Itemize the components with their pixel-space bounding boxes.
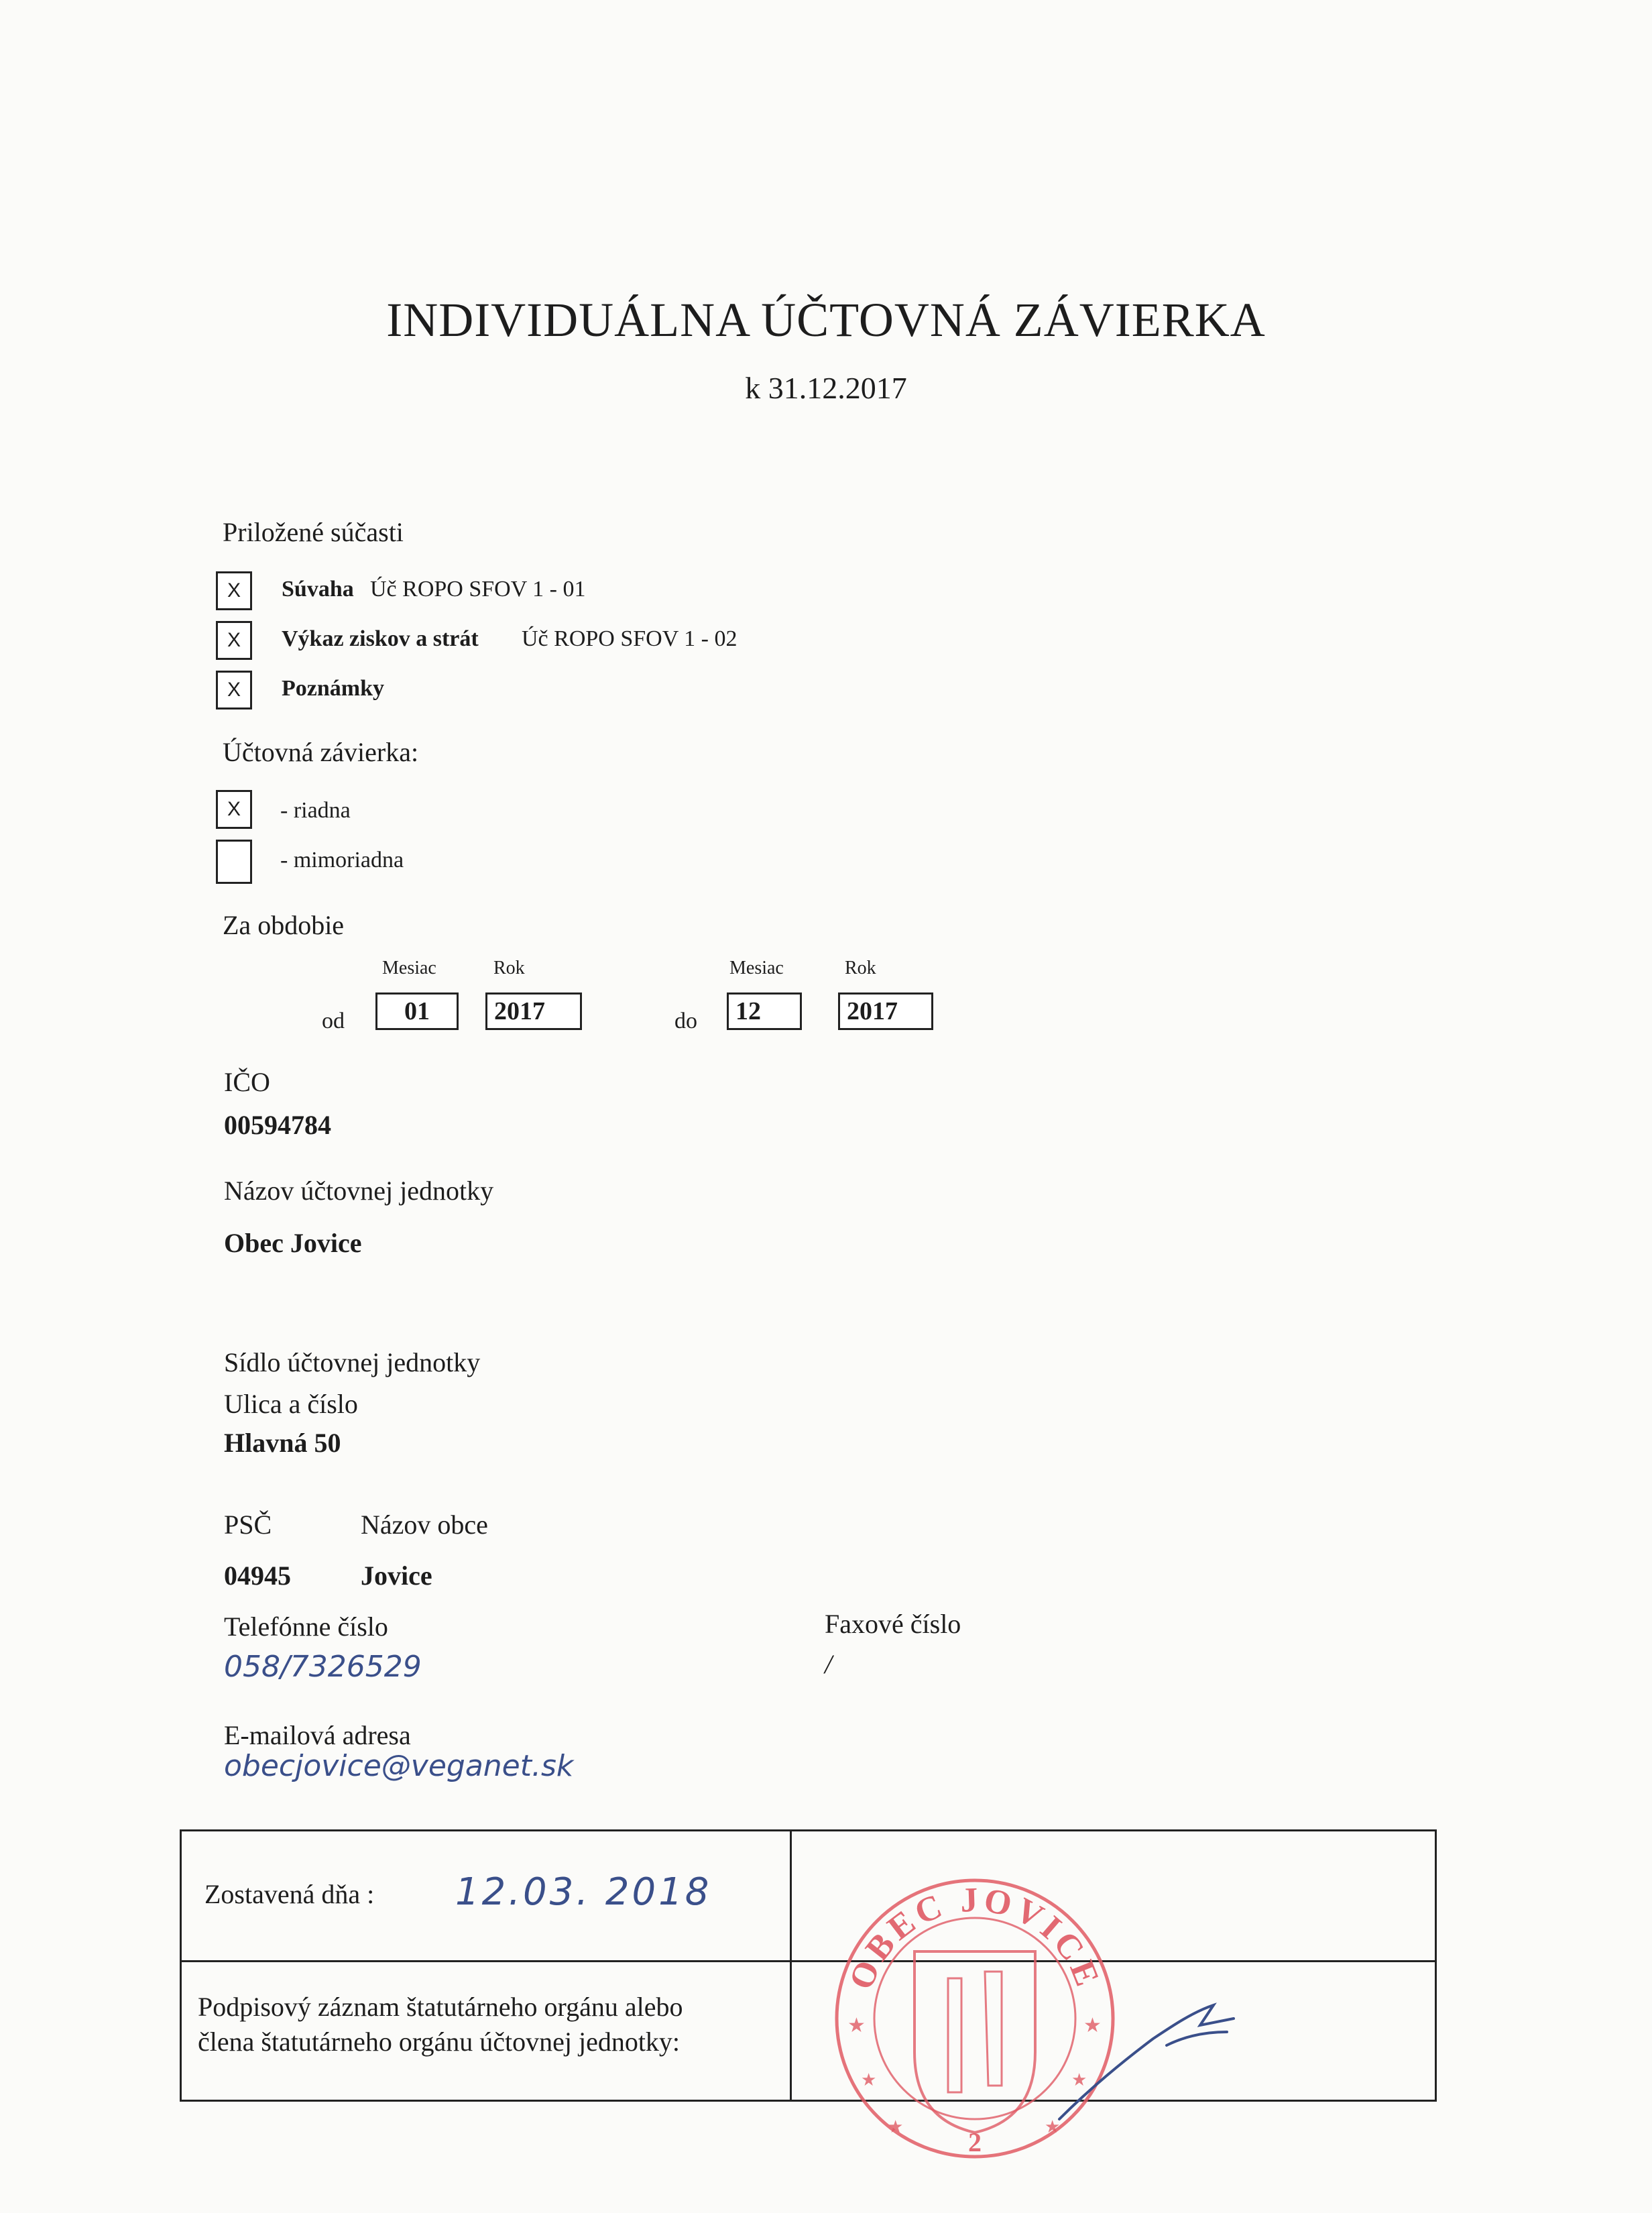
stamp-number: 2	[968, 2127, 982, 2157]
handwritten-signature-icon	[1046, 1985, 1247, 2133]
from-month-label: Mesiac	[382, 958, 436, 978]
psc-label: PSČ	[224, 1510, 272, 1540]
to-month-field[interactable]: 12	[727, 992, 802, 1030]
street-label: Ulica a číslo	[224, 1389, 358, 1419]
stamp-text: OBEC JOVICE	[841, 1880, 1108, 1995]
from-year-field[interactable]: 2017	[485, 992, 582, 1030]
to-month-label: Mesiac	[729, 958, 784, 978]
option-riadna-label: - riadna	[280, 798, 351, 823]
signature-label-line1: Podpisový záznam štatutárneho orgánu alebo	[198, 1992, 683, 2022]
closing-type-heading: Účtovná závierka:	[223, 737, 419, 767]
city-label: Názov obce	[361, 1510, 488, 1540]
fax-label: Faxové číslo	[825, 1609, 961, 1639]
ico-label: IČO	[224, 1067, 270, 1097]
attachment-name-poznamky: Poznámky	[282, 676, 384, 701]
table-vertical-divider	[790, 1831, 792, 2100]
ico-value: 00594784	[224, 1110, 331, 1140]
svg-text:★: ★	[847, 2014, 866, 2037]
period-heading: Za obdobie	[223, 910, 345, 940]
attachment-name-vykaz: Výkaz ziskov a strát	[282, 626, 479, 651]
svg-text:★: ★	[861, 2070, 877, 2090]
street-value: Hlavná 50	[224, 1428, 341, 1458]
document-date: k 31.12.2017	[745, 371, 907, 405]
document-title: INDIVIDUÁLNA ÚČTOVNÁ ZÁVIERKA	[386, 293, 1266, 347]
checkbox-mimoriadna[interactable]	[216, 840, 252, 884]
fax-value: /	[825, 1649, 833, 1679]
entity-name-label: Názov účtovnej jednotky	[224, 1176, 494, 1206]
email-label: E-mailová adresa	[224, 1720, 411, 1750]
from-label: od	[322, 1009, 345, 1033]
option-mimoriadna-label: - mimoriadna	[280, 848, 404, 872]
from-month-field[interactable]: 01	[375, 992, 459, 1030]
attachment-code-vykaz: Úč ROPO SFOV 1 - 02	[522, 626, 738, 651]
attachment-name-suvaha: Súvaha	[282, 577, 354, 602]
svg-text:★: ★	[1083, 2014, 1102, 2037]
signature-table	[180, 1829, 1437, 2102]
checkbox-riadna[interactable]: X	[216, 790, 252, 829]
attachment-code-suvaha: Úč ROPO SFOV 1 - 01	[370, 577, 586, 602]
signature-label-line2: člena štatutárneho orgánu účtovnej jednotky:	[198, 2027, 681, 2057]
city-value: Jovice	[361, 1561, 432, 1591]
address-label: Sídlo účtovnej jednotky	[224, 1347, 481, 1377]
svg-text:OBEC JOVICE	[842, 1881, 1108, 1995]
compiled-date-value: 12.03. 2018	[455, 1870, 712, 1914]
to-year-label: Rok	[845, 958, 876, 978]
svg-text:★: ★	[1045, 2117, 1061, 2137]
checkbox-vykaz[interactable]: X	[216, 621, 252, 660]
svg-text:★: ★	[888, 2117, 904, 2137]
entity-name-value: Obec Jovice	[224, 1228, 362, 1258]
table-horizontal-divider	[182, 1960, 1435, 1962]
from-year-label: Rok	[493, 958, 525, 978]
email-value: obecjovice@veganet.sk	[224, 1749, 574, 1783]
svg-text:★: ★	[1071, 2070, 1087, 2090]
attachments-heading: Priložené súčasti	[223, 517, 404, 547]
to-label: do	[674, 1009, 697, 1033]
checkbox-poznamky[interactable]: X	[216, 671, 252, 710]
phone-value: 058/7326529	[224, 1650, 422, 1684]
compiled-date-label: Zostavená dňa :	[204, 1879, 375, 1909]
checkbox-suvaha[interactable]: X	[216, 571, 252, 610]
to-year-field[interactable]: 2017	[838, 992, 933, 1030]
phone-label: Telefónne číslo	[224, 1611, 388, 1642]
psc-value: 04945	[224, 1561, 291, 1591]
